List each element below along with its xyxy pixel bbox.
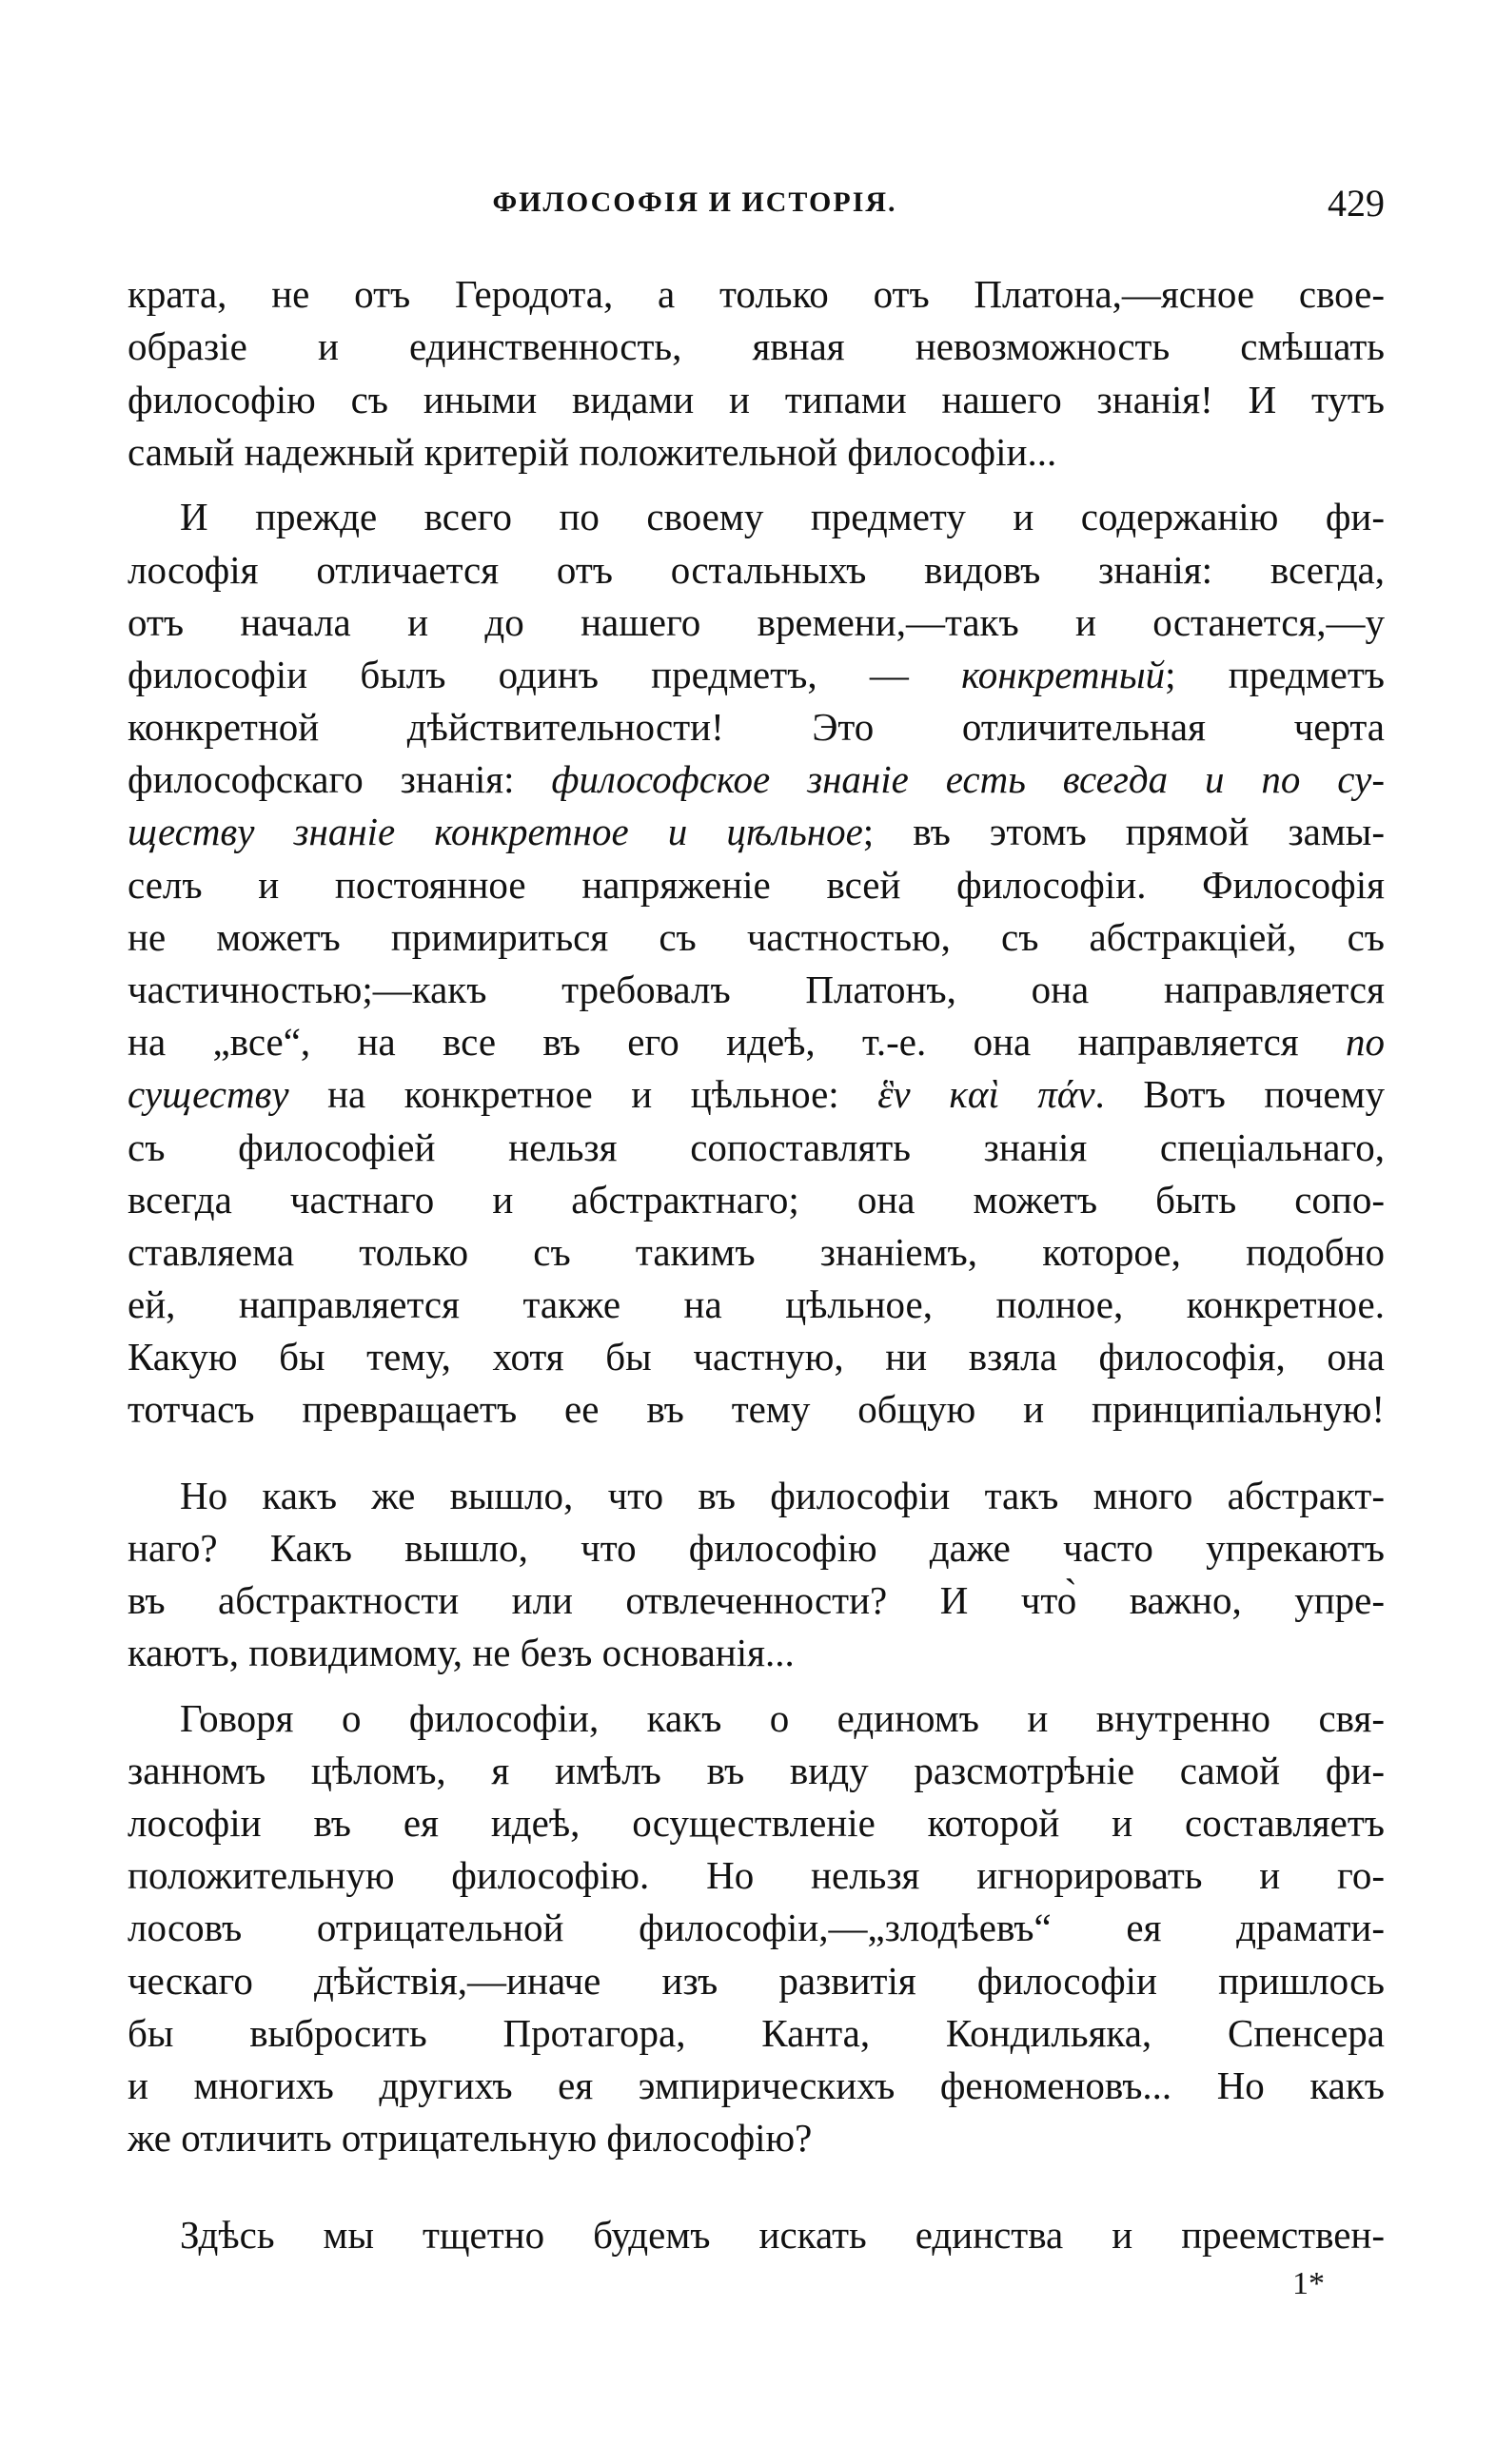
text-run: Говоря о философіи, какъ о единомъ и внутренно свя- (180, 1696, 1385, 1740)
text-run: И прежде всего по своему предмету и содержанію фи- (180, 495, 1385, 538)
text-line (128, 1383, 1385, 1436)
text-line (128, 859, 1385, 911)
text-line (128, 1849, 1385, 1902)
text-run: наго? Какъ вышло, что философію даже часто упрекаютъ (128, 1526, 1385, 1570)
text-line (128, 911, 1385, 964)
text-run: образіе и единственность, явная невозможность смѣшать (128, 324, 1385, 368)
text-run: отъ начала и до нашего времени,—такъ и останется,—у (128, 600, 1385, 644)
text-run: крата, не отъ Геродота, а только отъ Платона,—ясное свое- (128, 272, 1385, 316)
text-run: Но какъ же вышло, что въ философіи такъ много абстракт- (180, 1474, 1385, 1517)
text-run: философію съ иными видами и типами нашего знанія! И тутъ (128, 378, 1385, 421)
running-title: ФИЛОСОФІЯ И ИСТОРІЯ. (492, 186, 897, 218)
text-line (128, 1745, 1385, 1797)
text-line (128, 374, 1385, 426)
text-run: же отличить отрицательную философію? (128, 2116, 813, 2160)
text-run: не можетъ примириться съ частностью, съ абстракціей, съ (128, 915, 1385, 959)
text-run: тотчасъ превращаетъ ее въ тему общую и принципіальную! (128, 1387, 1385, 1431)
text-run: на конкретное и цѣльное: (288, 1072, 878, 1116)
text-line (180, 2209, 1385, 2261)
text-line (128, 544, 1385, 596)
text-run: всегда частнаго и абстрактнаго; она можетъ быть сопо- (128, 1178, 1385, 1222)
text-line (128, 2007, 1385, 2060)
text-run: самый надежный критерій положительной философіи... (128, 430, 1057, 474)
text-run: философскаго знанія: (128, 757, 552, 801)
text-line (128, 649, 1385, 701)
text-run: ческаго дѣйствія,—иначе изъ развитія философіи пришлось (128, 1959, 1385, 2003)
text-run: положительную философію. Но нельзя игнорировать и го- (128, 1853, 1385, 1897)
text-run: Здѣсь мы тщетно будемъ искать единства и преемствен- (180, 2213, 1385, 2257)
text-line (128, 1627, 1385, 1679)
text-line (180, 1692, 1385, 1745)
text-line (128, 1574, 1385, 1627)
italic-text: по (1346, 1020, 1385, 1064)
text-line (128, 1016, 1385, 1068)
text-line (128, 426, 1385, 479)
text-line (128, 1068, 1385, 1121)
text-run: бы выбросить Протагора, Канта, Кондильяка, Спенсера (128, 2011, 1385, 2055)
page-number: 429 (1328, 182, 1385, 225)
text-line (128, 701, 1385, 753)
text-line (128, 1955, 1385, 2007)
italic-text: философское знаніе есть всегда и по су- (551, 757, 1385, 801)
text-run: ей, направляется также на цѣльное, полное, конкретное. (128, 1282, 1385, 1326)
text-line (128, 753, 1385, 806)
italic-text: конкретный (961, 653, 1166, 696)
italic-text: ἓν καὶ πάν (877, 1072, 1095, 1116)
text-line (128, 596, 1385, 649)
text-run: въ абстрактности или отвлеченности? И что̀ важно, упре- (128, 1578, 1385, 1622)
text-line (128, 1226, 1385, 1279)
text-line (128, 964, 1385, 1016)
text-run: селъ и постоянное напряженіе всей философіи. Философія (128, 863, 1385, 907)
italic-text: ществу знаніе конкретное и цѣльное (128, 810, 863, 853)
text-line (128, 1331, 1385, 1383)
text-run: . Вотъ почему (1094, 1072, 1385, 1116)
text-line (128, 2112, 1385, 2164)
text-run: на „все“, на все въ его идеѣ, т.-е. она направляется (128, 1020, 1346, 1064)
text-run: философіи былъ одинъ предметъ, — (128, 653, 962, 696)
text-run: конкретной дѣйствительности! Это отличительная черта (128, 705, 1385, 749)
text-line (128, 1174, 1385, 1226)
text-run: каютъ, повидимому, не безъ основанія... (128, 1631, 795, 1674)
text-run: Какую бы тему, хотя бы частную, ни взяла философія, она (128, 1335, 1385, 1379)
text-run: частичностью;—какъ требовалъ Платонъ, она направляется (128, 968, 1385, 1011)
text-line (128, 268, 1385, 321)
text-line (180, 1470, 1385, 1522)
italic-text: существу (128, 1072, 289, 1116)
text-line (128, 1902, 1385, 1954)
text-run: ставляема только съ такимъ знаніемъ, которое, подобно (128, 1230, 1385, 1274)
text-run: лософіи въ ея идеѣ, осуществленіе которой и составляетъ (128, 1801, 1385, 1845)
text-run: лософія отличается отъ остальныхъ видовъ знанія: всегда, (128, 548, 1385, 592)
text-run: ; предметъ (1165, 653, 1385, 696)
text-line (128, 1279, 1385, 1331)
text-run: занномъ цѣломъ, я имѣлъ въ виду разсмотрѣніе самой фи- (128, 1749, 1385, 1792)
text-run: ; въ этомъ прямой замы- (862, 810, 1385, 853)
text-run: и многихъ другихъ ея эмпирическихъ феноменовъ... Но какъ (128, 2063, 1385, 2107)
text-line (128, 806, 1385, 858)
text-line (128, 2060, 1385, 2112)
text-line (128, 1797, 1385, 1849)
text-line (180, 491, 1385, 543)
signature-mark: 1* (1292, 2266, 1325, 2301)
text-line (128, 321, 1385, 373)
text-run: съ философіей нельзя сопоставлять знанія спеціальнаго, (128, 1125, 1385, 1169)
text-run: лосовъ отрицательной философіи,—„злодѣевъ“ ея драмати- (128, 1906, 1385, 1949)
text-line (128, 1122, 1385, 1174)
text-line (128, 1522, 1385, 1574)
